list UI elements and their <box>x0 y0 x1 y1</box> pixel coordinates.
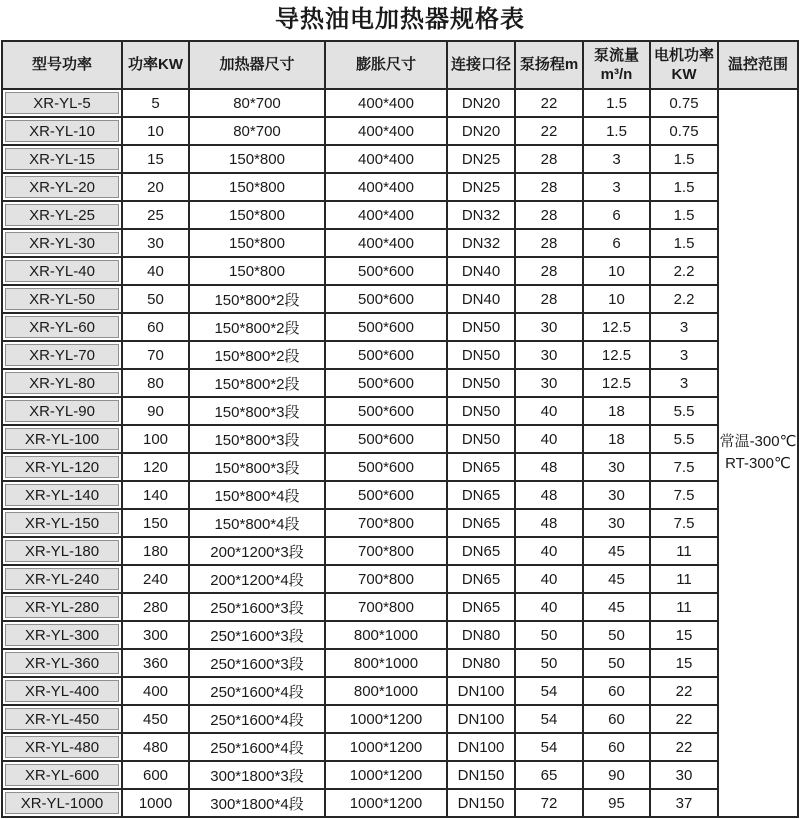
cell-pump-head: 50 <box>515 621 583 649</box>
cell-heater-size: 250*1600*3段 <box>189 649 325 677</box>
cell-model <box>2 453 122 481</box>
cell-expansion-size: 800*1000 <box>325 677 447 705</box>
temp-range-line: RT-300℃ <box>725 455 791 472</box>
model-cell-box: XR-YL-480 <box>5 736 119 758</box>
cell-power: 120 <box>122 453 189 481</box>
cell-power: 300 <box>122 621 189 649</box>
cell-motor-power: 22 <box>650 677 718 705</box>
cell-power: 50 <box>122 285 189 313</box>
cell-pump-head: 40 <box>515 593 583 621</box>
cell-pump-flow: 50 <box>583 649 650 677</box>
cell-expansion-size: 1000*1200 <box>325 761 447 789</box>
cell-power: 600 <box>122 761 189 789</box>
model-cell-box: XR-YL-5 <box>5 92 119 114</box>
cell-expansion-size: 500*600 <box>325 257 447 285</box>
cell-pump-flow: 12.5 <box>583 313 650 341</box>
cell-motor-power: 30 <box>650 761 718 789</box>
cell-model <box>2 89 122 117</box>
cell-pump-head: 50 <box>515 649 583 677</box>
cell-motor-power: 15 <box>650 621 718 649</box>
cell-model <box>2 537 122 565</box>
cell-power: 240 <box>122 565 189 593</box>
cell-expansion-size: 800*1000 <box>325 621 447 649</box>
cell-pump-head: 40 <box>515 397 583 425</box>
cell-connection: DN80 <box>447 649 515 677</box>
cell-model <box>2 705 122 733</box>
cell-model <box>2 341 122 369</box>
table-row <box>2 565 798 593</box>
header-line: 泵流量 <box>593 46 639 64</box>
cell-pump-head: 28 <box>515 285 583 313</box>
cell-expansion-size: 700*800 <box>325 509 447 537</box>
cell-motor-power: 3 <box>650 341 718 369</box>
cell-motor-power: 15 <box>650 649 718 677</box>
model-cell-box: XR-YL-10 <box>5 120 119 142</box>
cell-model <box>2 257 122 285</box>
header-line: 电机功率 <box>653 46 714 64</box>
table-row <box>2 369 798 397</box>
col-header-pump-head <box>515 41 583 89</box>
cell-motor-power: 3 <box>650 313 718 341</box>
cell-pump-flow: 3 <box>583 145 650 173</box>
table-row <box>2 733 798 761</box>
cell-model <box>2 481 122 509</box>
cell-pump-flow: 60 <box>583 677 650 705</box>
table-row <box>2 229 798 257</box>
cell-connection: DN65 <box>447 509 515 537</box>
model-cell-box: XR-YL-360 <box>5 652 119 674</box>
cell-power: 20 <box>122 173 189 201</box>
model-cell-box: XR-YL-20 <box>5 176 119 198</box>
model-cell-box: XR-YL-300 <box>5 624 119 646</box>
cell-pump-head: 65 <box>515 761 583 789</box>
cell-power: 40 <box>122 257 189 285</box>
cell-pump-head: 28 <box>515 173 583 201</box>
cell-connection: DN65 <box>447 537 515 565</box>
cell-pump-head: 30 <box>515 341 583 369</box>
cell-motor-power: 0.75 <box>650 117 718 145</box>
cell-connection: DN25 <box>447 145 515 173</box>
table-row <box>2 537 798 565</box>
cell-motor-power: 5.5 <box>650 397 718 425</box>
col-header-power <box>122 41 189 89</box>
model-cell-box: XR-YL-120 <box>5 456 119 478</box>
cell-heater-size: 150*800*2段 <box>189 369 325 397</box>
cell-power: 150 <box>122 509 189 537</box>
cell-heater-size: 150*800 <box>189 257 325 285</box>
cell-motor-power: 11 <box>650 593 718 621</box>
cell-pump-head: 48 <box>515 481 583 509</box>
cell-model <box>2 285 122 313</box>
table-row <box>2 425 798 453</box>
cell-heater-size: 250*1600*4段 <box>189 677 325 705</box>
cell-power: 180 <box>122 537 189 565</box>
cell-heater-size: 200*1200*3段 <box>189 537 325 565</box>
cell-pump-head: 40 <box>515 425 583 453</box>
cell-pump-head: 22 <box>515 89 583 117</box>
cell-expansion-size: 1000*1200 <box>325 705 447 733</box>
cell-expansion-size: 500*600 <box>325 481 447 509</box>
cell-motor-power: 1.5 <box>650 145 718 173</box>
model-cell-box: XR-YL-15 <box>5 148 119 170</box>
table-row <box>2 481 798 509</box>
table-row <box>2 89 798 117</box>
cell-power: 360 <box>122 649 189 677</box>
cell-power: 10 <box>122 117 189 145</box>
cell-connection: DN20 <box>447 89 515 117</box>
cell-pump-flow: 6 <box>583 201 650 229</box>
cell-expansion-size: 400*400 <box>325 117 447 145</box>
cell-expansion-size: 500*600 <box>325 341 447 369</box>
cell-heater-size: 250*1600*3段 <box>189 621 325 649</box>
cell-model <box>2 229 122 257</box>
table-header <box>2 41 798 89</box>
cell-motor-power: 3 <box>650 369 718 397</box>
table-row <box>2 593 798 621</box>
cell-model <box>2 313 122 341</box>
cell-power: 100 <box>122 425 189 453</box>
model-cell-box: XR-YL-600 <box>5 764 119 786</box>
cell-heater-size: 250*1600*3段 <box>189 593 325 621</box>
cell-pump-flow: 1.5 <box>583 89 650 117</box>
cell-motor-power: 5.5 <box>650 425 718 453</box>
table-row <box>2 201 798 229</box>
cell-connection: DN25 <box>447 173 515 201</box>
cell-connection: DN40 <box>447 285 515 313</box>
cell-pump-flow: 18 <box>583 425 650 453</box>
table-row <box>2 257 798 285</box>
table-row <box>2 117 798 145</box>
model-cell-box: XR-YL-30 <box>5 232 119 254</box>
cell-motor-power: 22 <box>650 733 718 761</box>
cell-pump-flow: 3 <box>583 173 650 201</box>
cell-motor-power: 11 <box>650 565 718 593</box>
cell-pump-flow: 30 <box>583 481 650 509</box>
model-cell-box: XR-YL-25 <box>5 204 119 226</box>
cell-heater-size: 300*1800*3段 <box>189 761 325 789</box>
cell-expansion-size: 500*600 <box>325 285 447 313</box>
header-line: 温控范围 <box>727 56 788 74</box>
cell-model <box>2 369 122 397</box>
header-line: 型号功率 <box>31 56 92 74</box>
cell-power: 80 <box>122 369 189 397</box>
cell-connection: DN100 <box>447 705 515 733</box>
cell-pump-flow: 90 <box>583 761 650 789</box>
model-cell-box: XR-YL-140 <box>5 484 119 506</box>
cell-power: 70 <box>122 341 189 369</box>
cell-pump-head: 48 <box>515 453 583 481</box>
col-header-motor-power <box>650 41 718 89</box>
cell-motor-power: 7.5 <box>650 453 718 481</box>
cell-motor-power: 1.5 <box>650 201 718 229</box>
table-row <box>2 341 798 369</box>
model-cell-box: XR-YL-70 <box>5 344 119 366</box>
cell-expansion-size: 500*600 <box>325 369 447 397</box>
model-cell-box: XR-YL-50 <box>5 288 119 310</box>
cell-model <box>2 621 122 649</box>
cell-heater-size: 150*800 <box>189 173 325 201</box>
cell-connection: DN50 <box>447 425 515 453</box>
cell-connection: DN50 <box>447 313 515 341</box>
cell-power: 5 <box>122 89 189 117</box>
cell-motor-power: 2.2 <box>650 285 718 313</box>
cell-model <box>2 145 122 173</box>
cell-model <box>2 565 122 593</box>
cell-connection: DN32 <box>447 201 515 229</box>
cell-power: 15 <box>122 145 189 173</box>
cell-pump-head: 40 <box>515 537 583 565</box>
cell-pump-flow: 60 <box>583 733 650 761</box>
cell-heater-size: 250*1600*4段 <box>189 733 325 761</box>
table-row <box>2 649 798 677</box>
cell-pump-flow: 45 <box>583 593 650 621</box>
table-row <box>2 397 798 425</box>
col-header-expansion-size <box>325 41 447 89</box>
cell-expansion-size: 500*600 <box>325 397 447 425</box>
cell-connection: DN40 <box>447 257 515 285</box>
model-cell-box: XR-YL-1000 <box>5 792 119 814</box>
col-header-temp-range <box>718 41 798 89</box>
cell-heater-size: 150*800*3段 <box>189 453 325 481</box>
spec-table <box>1 40 799 818</box>
cell-power: 60 <box>122 313 189 341</box>
header-line: 泵扬程m <box>519 56 579 74</box>
cell-heater-size: 150*800*3段 <box>189 397 325 425</box>
cell-expansion-size: 1000*1200 <box>325 733 447 761</box>
cell-motor-power: 37 <box>650 789 718 817</box>
cell-heater-size: 150*800*4段 <box>189 509 325 537</box>
cell-power: 450 <box>122 705 189 733</box>
cell-pump-flow: 12.5 <box>583 341 650 369</box>
model-cell-box: XR-YL-90 <box>5 400 119 422</box>
cell-heater-size: 150*800 <box>189 229 325 257</box>
cell-power: 140 <box>122 481 189 509</box>
cell-model <box>2 425 122 453</box>
header-line: KW <box>671 66 697 83</box>
cell-heater-size: 80*700 <box>189 117 325 145</box>
model-cell-box: XR-YL-60 <box>5 316 119 338</box>
page-title: 导热油电加热器规格表 <box>275 6 525 33</box>
cell-pump-head: 28 <box>515 257 583 285</box>
cell-pump-head: 54 <box>515 733 583 761</box>
cell-pump-head: 30 <box>515 313 583 341</box>
cell-connection: DN50 <box>447 341 515 369</box>
cell-model <box>2 649 122 677</box>
model-cell-box: XR-YL-280 <box>5 596 119 618</box>
cell-motor-power: 1.5 <box>650 229 718 257</box>
cell-pump-flow: 60 <box>583 705 650 733</box>
table-row <box>2 677 798 705</box>
header-line: m³/n <box>600 66 633 83</box>
cell-model <box>2 117 122 145</box>
cell-heater-size: 150*800*3段 <box>189 425 325 453</box>
col-header-model <box>2 41 122 89</box>
table-row <box>2 789 798 817</box>
table-row <box>2 313 798 341</box>
header-line: 功率KW <box>128 56 183 74</box>
table-row <box>2 705 798 733</box>
cell-motor-power: 7.5 <box>650 481 718 509</box>
cell-pump-flow: 45 <box>583 537 650 565</box>
cell-pump-flow: 12.5 <box>583 369 650 397</box>
cell-power: 480 <box>122 733 189 761</box>
cell-power: 30 <box>122 229 189 257</box>
cell-model <box>2 201 122 229</box>
cell-pump-head: 54 <box>515 705 583 733</box>
cell-expansion-size: 500*600 <box>325 425 447 453</box>
cell-pump-flow: 1.5 <box>583 117 650 145</box>
cell-expansion-size: 400*400 <box>325 201 447 229</box>
cell-motor-power: 22 <box>650 705 718 733</box>
model-cell-box: XR-YL-240 <box>5 568 119 590</box>
cell-model <box>2 397 122 425</box>
cell-model <box>2 173 122 201</box>
cell-motor-power: 11 <box>650 537 718 565</box>
cell-pump-flow: 95 <box>583 789 650 817</box>
cell-connection: DN65 <box>447 565 515 593</box>
cell-expansion-size: 400*400 <box>325 229 447 257</box>
header-line: 连接口径 <box>450 56 511 74</box>
cell-heater-size: 200*1200*4段 <box>189 565 325 593</box>
cell-heater-size: 150*800 <box>189 201 325 229</box>
cell-connection: DN150 <box>447 761 515 789</box>
cell-pump-flow: 10 <box>583 257 650 285</box>
model-cell-box: XR-YL-40 <box>5 260 119 282</box>
model-cell-box: XR-YL-400 <box>5 680 119 702</box>
cell-expansion-size: 400*400 <box>325 173 447 201</box>
temp-range-cell <box>718 89 798 817</box>
model-cell-box: XR-YL-450 <box>5 708 119 730</box>
cell-heater-size: 150*800*4段 <box>189 481 325 509</box>
header-line: 膨胀尺寸 <box>355 56 416 74</box>
cell-model <box>2 593 122 621</box>
cell-pump-head: 28 <box>515 229 583 257</box>
cell-heater-size: 250*1600*4段 <box>189 705 325 733</box>
cell-heater-size: 150*800 <box>189 145 325 173</box>
cell-expansion-size: 500*600 <box>325 453 447 481</box>
cell-pump-flow: 45 <box>583 565 650 593</box>
cell-power: 90 <box>122 397 189 425</box>
cell-model <box>2 789 122 817</box>
cell-motor-power: 7.5 <box>650 509 718 537</box>
cell-pump-head: 40 <box>515 565 583 593</box>
model-cell-box: XR-YL-100 <box>5 428 119 450</box>
cell-power: 1000 <box>122 789 189 817</box>
table-row <box>2 509 798 537</box>
cell-connection: DN100 <box>447 677 515 705</box>
cell-connection: DN32 <box>447 229 515 257</box>
cell-expansion-size: 400*400 <box>325 145 447 173</box>
cell-motor-power: 0.75 <box>650 89 718 117</box>
cell-motor-power: 2.2 <box>650 257 718 285</box>
cell-connection: DN100 <box>447 733 515 761</box>
cell-power: 400 <box>122 677 189 705</box>
header-row <box>2 41 798 89</box>
model-cell-box: XR-YL-80 <box>5 372 119 394</box>
cell-pump-head: 28 <box>515 201 583 229</box>
cell-expansion-size: 700*800 <box>325 593 447 621</box>
table-body <box>2 89 798 817</box>
table-row <box>2 621 798 649</box>
cell-pump-flow: 50 <box>583 621 650 649</box>
cell-heater-size: 150*800*2段 <box>189 313 325 341</box>
model-cell-box: XR-YL-150 <box>5 512 119 534</box>
table-row <box>2 761 798 789</box>
cell-connection: DN65 <box>447 593 515 621</box>
cell-expansion-size: 800*1000 <box>325 649 447 677</box>
cell-expansion-size: 700*800 <box>325 565 447 593</box>
cell-pump-head: 48 <box>515 509 583 537</box>
cell-model <box>2 733 122 761</box>
cell-connection: DN65 <box>447 453 515 481</box>
temp-range-line: 常温-300℃ <box>719 433 797 451</box>
table-row <box>2 173 798 201</box>
cell-expansion-size: 1000*1200 <box>325 789 447 817</box>
col-header-connection <box>447 41 515 89</box>
cell-model <box>2 761 122 789</box>
cell-pump-head: 30 <box>515 369 583 397</box>
cell-pump-flow: 6 <box>583 229 650 257</box>
cell-expansion-size: 700*800 <box>325 537 447 565</box>
cell-model <box>2 509 122 537</box>
cell-model <box>2 677 122 705</box>
cell-power: 280 <box>122 593 189 621</box>
cell-pump-flow: 10 <box>583 285 650 313</box>
cell-connection: DN20 <box>447 117 515 145</box>
cell-pump-head: 22 <box>515 117 583 145</box>
cell-heater-size: 150*800*2段 <box>189 285 325 313</box>
table-row <box>2 453 798 481</box>
cell-pump-flow: 30 <box>583 453 650 481</box>
cell-connection: DN80 <box>447 621 515 649</box>
cell-expansion-size: 500*600 <box>325 313 447 341</box>
cell-pump-flow: 18 <box>583 397 650 425</box>
cell-heater-size: 300*1800*4段 <box>189 789 325 817</box>
cell-connection: DN50 <box>447 369 515 397</box>
col-header-pump-flow <box>583 41 650 89</box>
table-row <box>2 285 798 313</box>
cell-motor-power: 1.5 <box>650 173 718 201</box>
header-line: 加热器尺寸 <box>219 56 295 74</box>
cell-pump-head: 72 <box>515 789 583 817</box>
cell-expansion-size: 400*400 <box>325 89 447 117</box>
cell-power: 25 <box>122 201 189 229</box>
cell-pump-head: 28 <box>515 145 583 173</box>
table-row <box>2 145 798 173</box>
cell-connection: DN65 <box>447 481 515 509</box>
cell-connection: DN150 <box>447 789 515 817</box>
cell-pump-head: 54 <box>515 677 583 705</box>
cell-heater-size: 150*800*2段 <box>189 341 325 369</box>
cell-pump-flow: 30 <box>583 509 650 537</box>
col-header-heater-size <box>189 41 325 89</box>
cell-connection: DN50 <box>447 397 515 425</box>
cell-heater-size: 80*700 <box>189 89 325 117</box>
model-cell-box: XR-YL-180 <box>5 540 119 562</box>
